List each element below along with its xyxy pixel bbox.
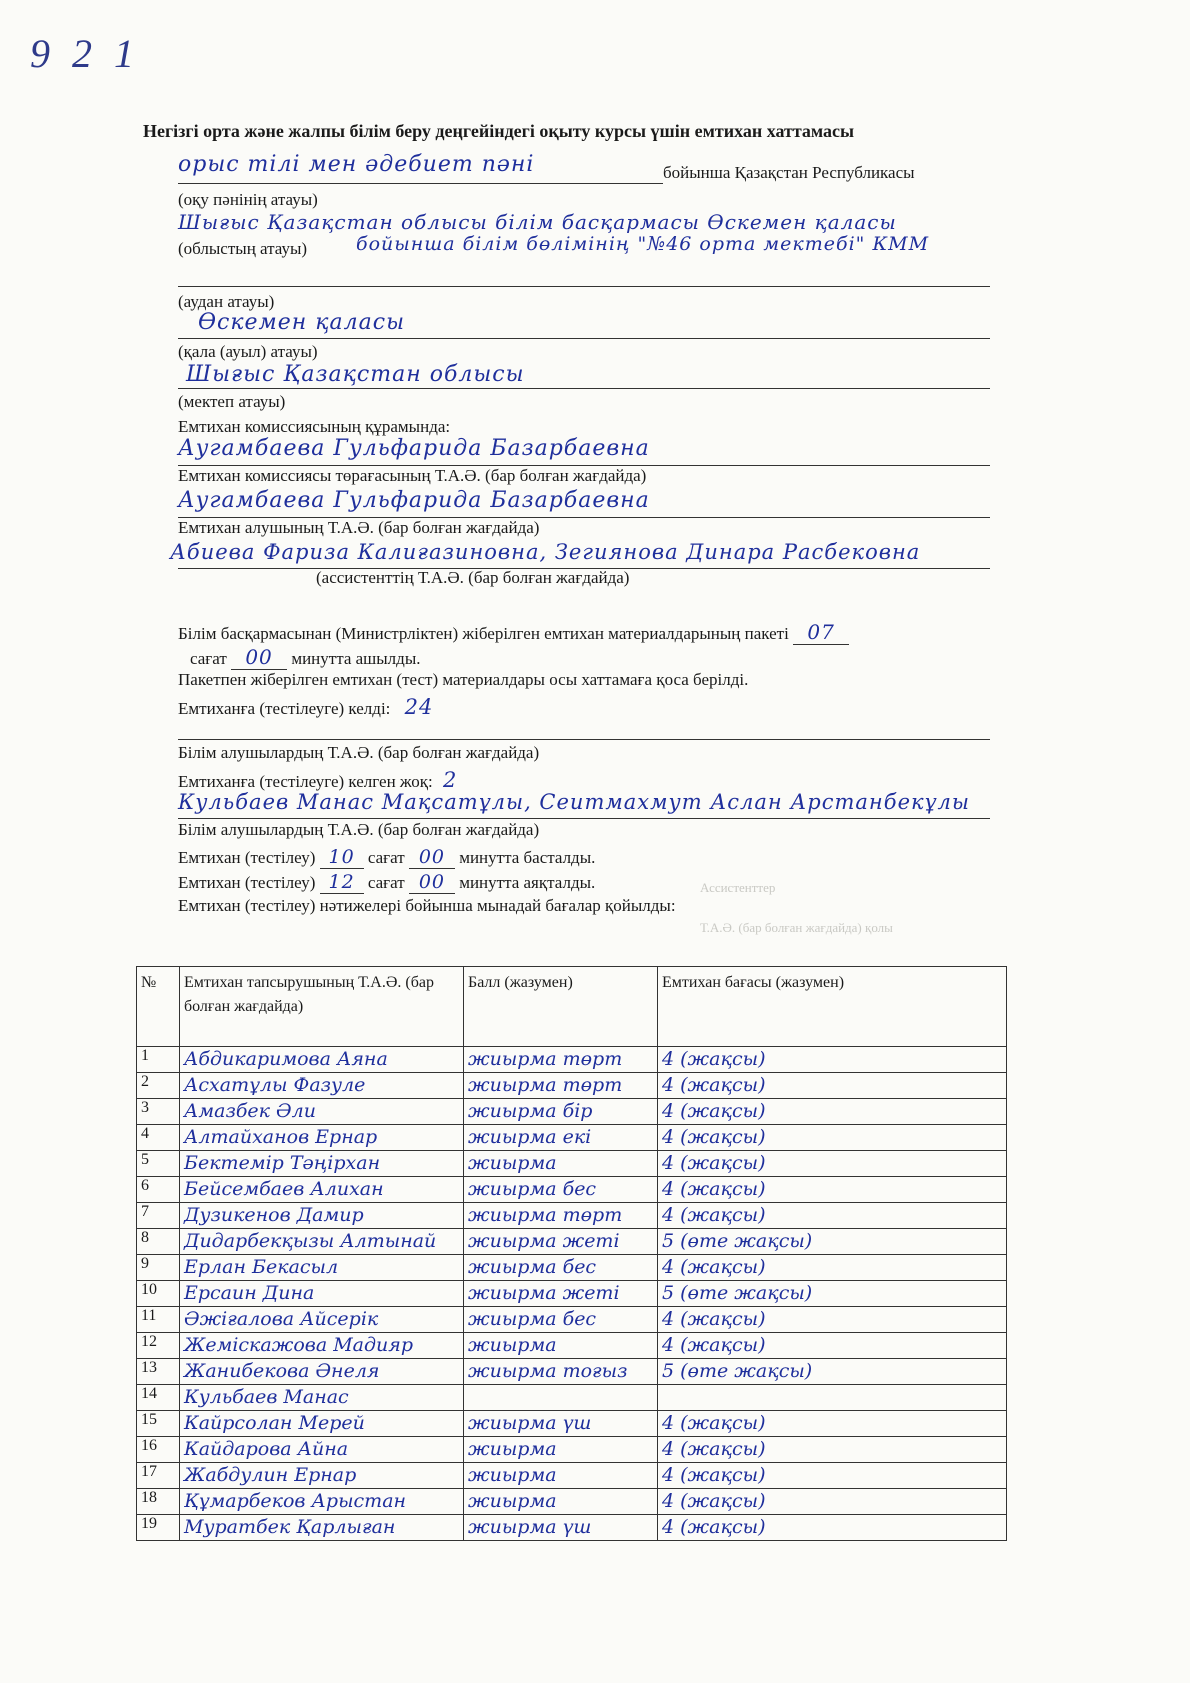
page-number: 9 2 1 xyxy=(30,31,140,76)
student-score: жиырма xyxy=(464,1437,658,1463)
student-score: жиырма бес xyxy=(464,1255,658,1281)
table-row xyxy=(137,1463,1007,1489)
row-number: 6 xyxy=(137,1177,180,1203)
school-rule xyxy=(178,388,990,389)
student-grade: 4 (жақсы) xyxy=(658,1073,1007,1099)
student-score: жиырма үш xyxy=(464,1515,658,1541)
row-number: 19 xyxy=(137,1515,180,1541)
student-score: жиырма тоғыз xyxy=(464,1359,658,1385)
row-number: 3 xyxy=(137,1099,180,1125)
package-attached: Пакетпен жіберілген емтихан (тест) материалдары осы хаттамаға қоса берілді. xyxy=(178,670,749,689)
table-row xyxy=(137,1177,1007,1203)
results-table xyxy=(136,966,1007,1541)
row-number: 8 xyxy=(137,1229,180,1255)
student-name: Ерлан Бекасыл xyxy=(180,1255,464,1281)
students-label-1: Білім алушылардың Т.А.Ә. (бар болған жағдайда) xyxy=(178,743,540,762)
student-name: Құмарбеков Арыстан xyxy=(180,1489,464,1515)
package-hour-word: сағат xyxy=(190,649,227,668)
school-label: (мектеп атауы) xyxy=(178,392,286,411)
results-body xyxy=(137,1047,1007,1541)
commission-heading: Емтихан комиссиясының құрамында: xyxy=(178,417,451,436)
student-grade: 4 (жақсы) xyxy=(658,1307,1007,1333)
table-row xyxy=(137,1489,1007,1515)
row-number: 4 xyxy=(137,1125,180,1151)
came-label: Емтиханға (тестілеуге) келді: xyxy=(178,699,391,718)
row-number: 9 xyxy=(137,1255,180,1281)
student-score: жиырма үш xyxy=(464,1411,658,1437)
table-row xyxy=(137,1437,1007,1463)
student-score: жиырма xyxy=(464,1463,658,1489)
student-grade: 4 (жақсы) xyxy=(658,1437,1007,1463)
absent-names: Кульбаев Манас Мақсатұлы, Сеитмахмут Аслан Арстанбекұлы xyxy=(178,790,971,814)
student-name: Амазбек Әли xyxy=(180,1099,464,1125)
absent-rule xyxy=(178,818,990,819)
district-label: (аудан атауы) xyxy=(178,292,275,311)
student-name: Кульбаев Манас xyxy=(180,1385,464,1411)
row-number: 12 xyxy=(137,1333,180,1359)
start-suffix: минутта басталды. xyxy=(459,848,596,867)
table-row xyxy=(137,1515,1007,1541)
table-row xyxy=(137,1333,1007,1359)
student-score: жиырма xyxy=(464,1333,658,1359)
start-hour-word: сағат xyxy=(367,848,405,867)
package-line1 xyxy=(178,620,849,645)
city-rule xyxy=(178,338,990,339)
subject-label: (оқу пәнінің атауы) xyxy=(178,190,318,209)
table-row xyxy=(137,1047,1007,1073)
row-number: 17 xyxy=(137,1463,180,1489)
student-grade: 4 (жақсы) xyxy=(658,1177,1007,1203)
student-grade xyxy=(658,1385,1007,1411)
student-name: Әжіғалова Айсерік xyxy=(180,1307,464,1333)
subject-rule xyxy=(178,183,663,184)
student-grade: 4 (жақсы) xyxy=(658,1255,1007,1281)
student-score: жиырма төрт xyxy=(464,1047,658,1073)
end-minute: 00 xyxy=(409,871,455,894)
student-score: жиырма xyxy=(464,1489,658,1515)
table-row xyxy=(137,1281,1007,1307)
col-score: Балл (жазумен) xyxy=(464,967,658,1047)
came-count: 24 xyxy=(404,695,434,719)
assistants-names: Абиева Фариза Калиғазиновна, Зегиянова Динара Расбековна xyxy=(170,540,921,564)
package-line2 xyxy=(190,645,421,670)
student-grade: 4 (жақсы) xyxy=(658,1125,1007,1151)
student-score: жиырма төрт xyxy=(464,1073,658,1099)
student-grade: 5 (өте жақсы) xyxy=(658,1359,1007,1385)
table-row xyxy=(137,1255,1007,1281)
package-hour: 07 xyxy=(793,620,849,645)
end-hour: 12 xyxy=(320,871,364,894)
absent-line xyxy=(178,768,457,792)
student-grade: 5 (өте жақсы) xyxy=(658,1281,1007,1307)
student-name: Жанибекова Әнеля xyxy=(180,1359,464,1385)
student-grade: 4 (жақсы) xyxy=(658,1333,1007,1359)
table-row xyxy=(137,1099,1007,1125)
student-score: жиырма бір xyxy=(464,1099,658,1125)
student-name: Абдикаримова Аяна xyxy=(180,1047,464,1073)
student-score: жиырма бес xyxy=(464,1177,658,1203)
student-name: Кайдарова Айна xyxy=(180,1437,464,1463)
school-value: Шығыс Қазақстан облысы xyxy=(186,362,525,387)
row-number: 1 xyxy=(137,1047,180,1073)
student-name: Алтайханов Ернар xyxy=(180,1125,464,1151)
region-label: (облыстың атауы) xyxy=(178,239,308,258)
end-hour-word: сағат xyxy=(367,873,405,892)
student-score: жиырма жеті xyxy=(464,1281,658,1307)
table-row xyxy=(137,1151,1007,1177)
subject-value: орыс тілі мен әдебиет пәні xyxy=(178,152,535,177)
row-number: 7 xyxy=(137,1203,180,1229)
end-prefix: Емтихан (тестілеу) xyxy=(178,873,316,892)
package-text1: Білім басқармасынан (Министрліктен) жіберілген емтихан материалдарының пакеті xyxy=(178,624,789,643)
row-number: 11 xyxy=(137,1307,180,1333)
student-score xyxy=(464,1385,658,1411)
table-row xyxy=(137,1229,1007,1255)
row-number: 16 xyxy=(137,1437,180,1463)
table-row xyxy=(137,1359,1007,1385)
student-name: Дузикенов Дамир xyxy=(180,1203,464,1229)
table-row xyxy=(137,1385,1007,1411)
student-grade: 4 (жақсы) xyxy=(658,1203,1007,1229)
region-value-line2: бойынша білім бөлімінің "№46 орта мектебі" КММ xyxy=(356,233,930,255)
start-line xyxy=(178,846,595,869)
student-score: жиырма бес xyxy=(464,1307,658,1333)
student-grade: 4 (жақсы) xyxy=(658,1515,1007,1541)
student-name: Асхатұлы Фазуле xyxy=(180,1073,464,1099)
region-value-line1: Шығыс Қазақстан облысы білім басқармасы Өскемен қаласы xyxy=(178,210,897,234)
student-grade: 4 (жақсы) xyxy=(658,1151,1007,1177)
subject-suffix: бойынша Қазақстан Республикасы xyxy=(663,163,915,182)
end-line xyxy=(178,871,595,894)
end-suffix: минутта аяқталды. xyxy=(459,873,596,892)
student-grade: 4 (жақсы) xyxy=(658,1099,1007,1125)
student-score: жиырма жеті xyxy=(464,1229,658,1255)
came-line xyxy=(178,695,433,719)
absent-count: 2 xyxy=(442,768,458,792)
student-name: Кайрсолан Мерей xyxy=(180,1411,464,1437)
commission-member: Аугамбаева Гульфарида Базарбаевна xyxy=(178,436,650,461)
student-name: Дидарбекқызы Алтынай xyxy=(180,1229,464,1255)
assistant-label: (ассистенттің Т.А.Ә. (бар болған жағдайда) xyxy=(316,568,630,587)
commission-chair-label: Емтихан комиссиясы төрағасының Т.А.Ә. (бар болған жағдайда) xyxy=(178,466,647,485)
student-score: жиырма xyxy=(464,1151,658,1177)
city-label: (қала (ауыл) атауы) xyxy=(178,342,318,361)
student-name: Жабдулин Ернар xyxy=(180,1463,464,1489)
student-grade: 5 (өте жақсы) xyxy=(658,1229,1007,1255)
student-grade: 4 (жақсы) xyxy=(658,1047,1007,1073)
package-minute: 00 xyxy=(231,645,287,670)
came-rule xyxy=(178,739,990,740)
student-grade: 4 (жақсы) xyxy=(658,1489,1007,1515)
student-name: Муратбек Қарлыған xyxy=(180,1515,464,1541)
col-grade: Емтихан бағасы (жазумен) xyxy=(658,967,1007,1047)
table-row xyxy=(137,1411,1007,1437)
table-row xyxy=(137,1125,1007,1151)
student-name: Бектемір Тәңірхан xyxy=(180,1151,464,1177)
row-number: 2 xyxy=(137,1073,180,1099)
student-grade: 4 (жақсы) xyxy=(658,1463,1007,1489)
table-row xyxy=(137,1073,1007,1099)
examiner-label: Емтихан алушының Т.А.Ә. (бар болған жағдайда) xyxy=(178,518,540,537)
city-value: Өскемен қаласы xyxy=(198,310,406,335)
col-name: Емтихан тапсырушының Т.А.Ә. (бар болған жағдайда) xyxy=(180,967,464,1047)
row-number: 18 xyxy=(137,1489,180,1515)
row-number: 14 xyxy=(137,1385,180,1411)
package-opened: минутта ашылды. xyxy=(291,649,421,668)
start-hour: 10 xyxy=(320,846,364,869)
student-score: жиырма екі xyxy=(464,1125,658,1151)
table-row xyxy=(137,1203,1007,1229)
student-name: Ерсаин Дина xyxy=(180,1281,464,1307)
results-line: Емтихан (тестілеу) нәтижелері бойынша мынадай бағалар қойылды: xyxy=(178,896,676,915)
results-header-row xyxy=(137,967,1007,1047)
row-number: 13 xyxy=(137,1359,180,1385)
start-minute: 00 xyxy=(409,846,455,869)
col-number: № xyxy=(137,967,180,1047)
table-row xyxy=(137,1307,1007,1333)
student-grade: 4 (жақсы) xyxy=(658,1411,1007,1437)
absent-label: Емтиханға (тестілеуге) келген жоқ: xyxy=(178,772,433,791)
commission-chair: Аугамбаева Гульфарида Базарбаевна xyxy=(178,488,650,513)
row-number: 5 xyxy=(137,1151,180,1177)
district-rule xyxy=(178,286,990,287)
document-title: Негізгі орта және жалпы білім беру деңгейіндегі оқыту курсы үшін емтихан хаттамасы xyxy=(143,121,855,141)
students-label-2: Білім алушылардың Т.А.Ә. (бар болған жағдайда) xyxy=(178,820,540,839)
student-name: Бейсембаев Алихан xyxy=(180,1177,464,1203)
student-name: Жеміскажова Мадияр xyxy=(180,1333,464,1359)
student-score: жиырма төрт xyxy=(464,1203,658,1229)
row-number: 10 xyxy=(137,1281,180,1307)
start-prefix: Емтихан (тестілеу) xyxy=(178,848,316,867)
row-number: 15 xyxy=(137,1411,180,1437)
